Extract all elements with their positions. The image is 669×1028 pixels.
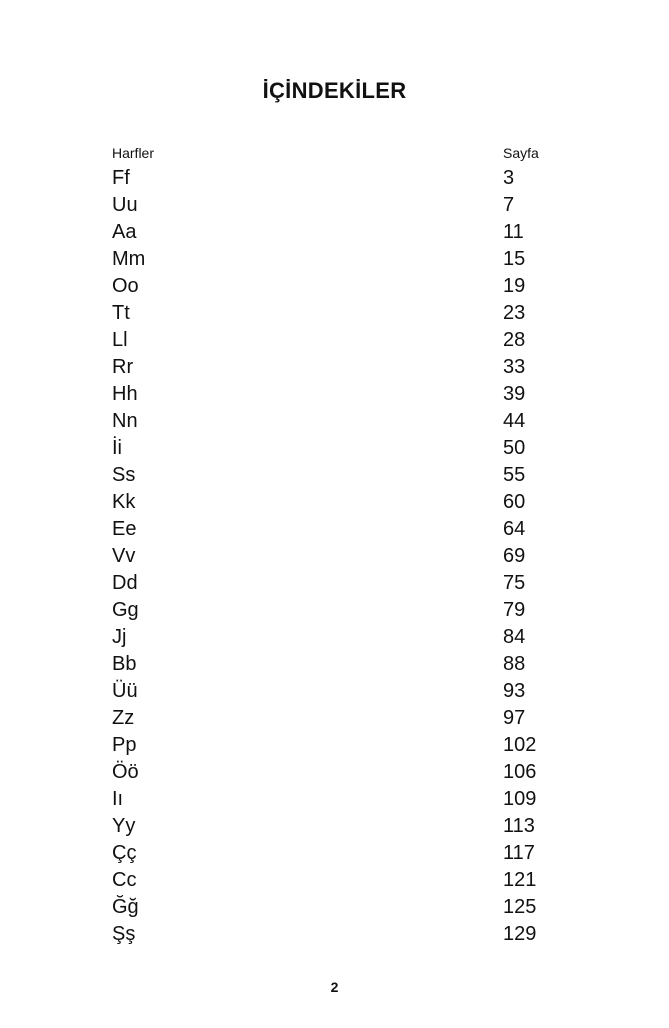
toc-entry [112,246,552,273]
toc-entry [112,516,552,543]
toc-entry [112,327,552,354]
toc-entry-page: 3 [503,167,515,189]
toc-entry-page: 117 [503,842,535,864]
toc-header [112,144,552,162]
table-of-contents [112,165,552,948]
toc-entry [112,192,552,219]
toc-entry-letters: Mm [112,248,146,270]
page-number: 2 [330,979,339,995]
toc-entry-page: 55 [503,464,526,486]
toc-entry-letters: İi [112,437,122,459]
page-column-header: Sayfa [503,145,539,161]
toc-entry [112,894,552,921]
toc-entry-letters: Zz [112,707,135,729]
toc-entry-letters: Bb [112,653,137,675]
toc-entry [112,570,552,597]
toc-entry [112,354,552,381]
toc-entry-letters: Aa [112,221,137,243]
toc-entry-page: 44 [503,410,526,432]
toc-entry-page: 28 [503,329,526,351]
toc-entry-page: 113 [503,815,535,837]
toc-entry [112,759,552,786]
toc-entry [112,840,552,867]
toc-entry-page: 93 [503,680,526,702]
toc-entry-letters: Dd [112,572,138,594]
toc-entry-letters: Ff [112,167,130,189]
toc-entry-letters: Iı [112,788,124,810]
toc-entry-letters: Oo [112,275,139,297]
toc-entry [112,219,552,246]
toc-entry-page: 84 [503,626,526,648]
toc-entry [112,813,552,840]
toc-entry-page: 109 [503,788,537,810]
letters-column-header: Harfler [112,145,155,161]
toc-entry [112,381,552,408]
toc-entry-letters: Gg [112,599,139,621]
page-title: İÇİNDEKİLER [262,78,407,103]
toc-entry-letters: Yy [112,815,136,837]
toc-entry-page: 60 [503,491,526,513]
toc-entry-letters: Şş [112,923,136,945]
toc-entry [112,408,552,435]
toc-entry-page: 106 [503,761,537,783]
toc-entry [112,786,552,813]
toc-entry-letters: Tt [112,302,130,324]
toc-entry-page: 19 [503,275,526,297]
toc-entry-letters: Üü [112,680,138,702]
toc-entry [112,462,552,489]
toc-entry [112,489,552,516]
toc-entry [112,678,552,705]
toc-entry-letters: Ee [112,518,137,540]
toc-entry [112,651,552,678]
toc-entry-letters: Ğğ [112,896,139,918]
toc-entry-letters: Cc [112,869,137,891]
toc-entry-letters: Ll [112,329,128,351]
toc-entry-page: 33 [503,356,526,378]
toc-entry [112,921,552,948]
toc-entry-letters: Nn [112,410,138,432]
toc-entry [112,435,552,462]
toc-entry-page: 69 [503,545,526,567]
toc-entry-letters: Rr [112,356,134,378]
toc-entry [112,867,552,894]
toc-entry-page: 64 [503,518,526,540]
toc-entry [112,300,552,327]
toc-entry [112,273,552,300]
toc-entry-page: 23 [503,302,526,324]
toc-entry-page: 39 [503,383,526,405]
toc-entry-letters: Kk [112,491,136,513]
toc-entry-page: 125 [503,896,537,918]
toc-entry-letters: Ss [112,464,136,486]
toc-entry-letters: Çç [112,842,137,864]
toc-entry-page: 11 [503,221,524,243]
toc-entry-letters: Öö [112,761,139,783]
toc-entry-page: 97 [503,707,526,729]
toc-entry-page: 15 [503,248,526,270]
toc-entry-letters: Vv [112,545,136,567]
toc-entry [112,624,552,651]
toc-entry-letters: Hh [112,383,138,405]
toc-entry-page: 88 [503,653,526,675]
toc-entry-page: 7 [503,194,515,216]
toc-entry-page: 50 [503,437,526,459]
toc-entry-letters: Jj [112,626,127,648]
toc-entry-page: 121 [503,869,537,891]
toc-entry-page: 75 [503,572,526,594]
toc-entry-letters: Pp [112,734,137,756]
toc-entry-page: 79 [503,599,526,621]
toc-entry [112,705,552,732]
toc-entry [112,543,552,570]
toc-entry-letters: Uu [112,194,138,216]
toc-entry [112,165,552,192]
toc-entry [112,597,552,624]
toc-entry-page: 129 [503,923,537,945]
toc-entry [112,732,552,759]
toc-entry-page: 102 [503,734,537,756]
